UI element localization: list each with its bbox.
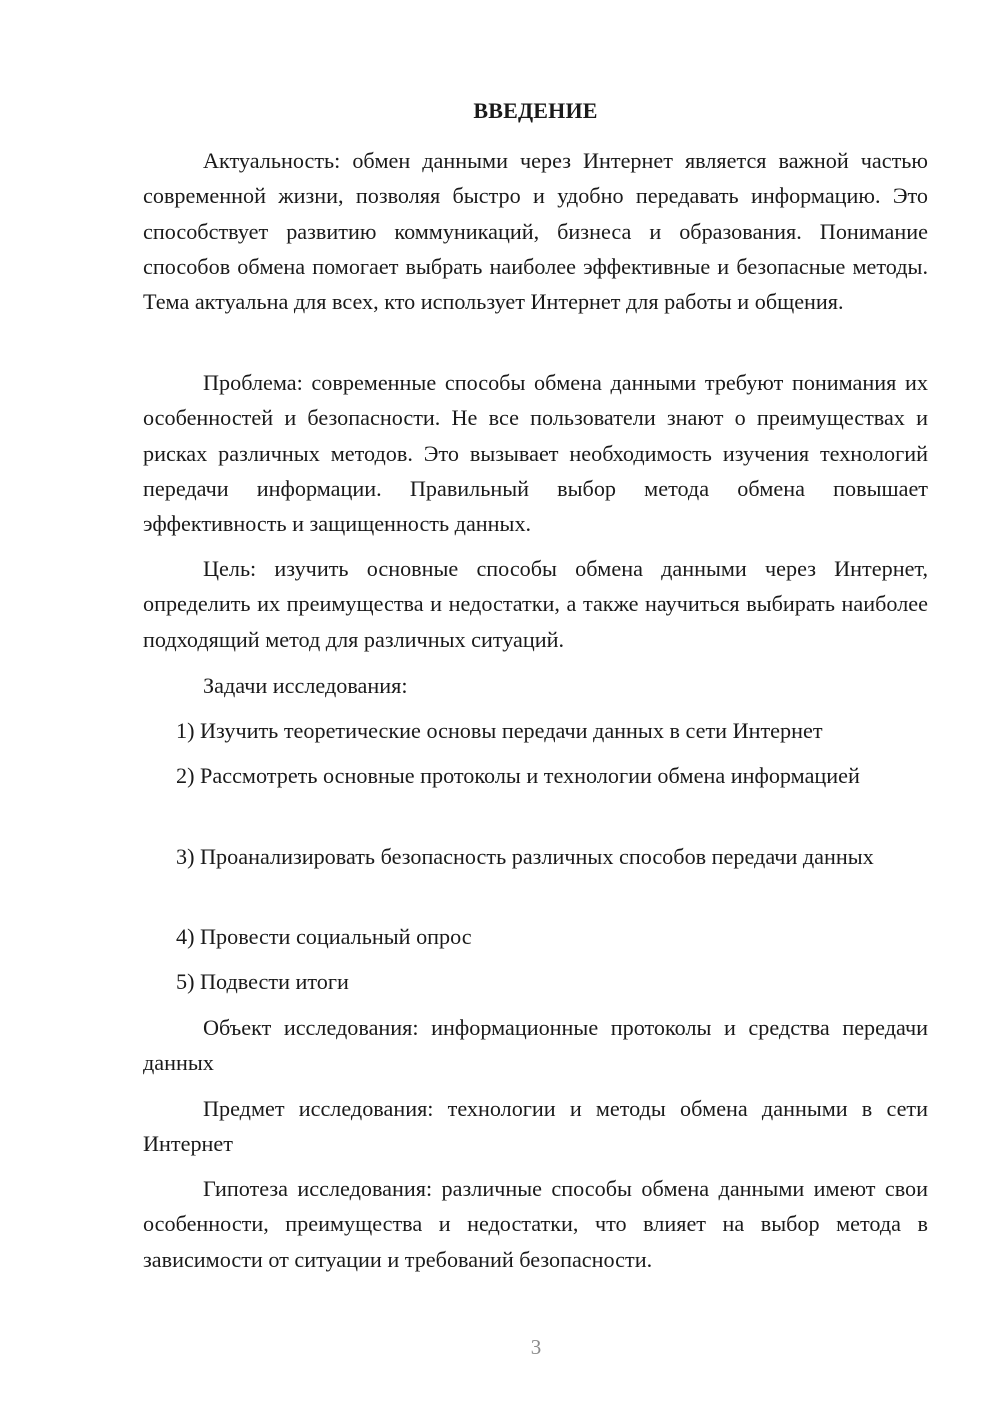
list-item: 3) Проанализировать безопасность различных способов передачи данных <box>176 844 874 869</box>
paragraph-goal: Цель: изучить основные способы обмена данными через Интернет, определить их преимущества и недостатки, а также научиться выбирать наиболее подходящий метод для различных ситуаций. <box>143 556 928 652</box>
paragraph-hypothesis: Гипотеза исследования: различные способы обмена данными имеют свои особенности, преимущества и недостатки, что влияет на выбор метода в зависимости от ситуации и требований безопасности. <box>143 1176 928 1272</box>
page-number: 3 <box>530 1335 542 1359</box>
paragraph-object: Объект исследования: информационные протоколы и средства передачи данных <box>143 1015 928 1076</box>
list-item: 1) Изучить теоретические основы передачи данных в сети Интернет <box>176 718 823 743</box>
list-item: 4) Провести социальный опрос <box>176 924 472 949</box>
tasks-heading: Задачи исследования: <box>203 673 408 698</box>
paragraph-problem: Проблема: современные способы обмена данными требуют понимания их особенностей и безопасности. Не все пользователи знают о преимуществах и рисках различных методов. Это вызывает необходимость изучения технологий передачи информации. Правильный выбор метода обмена повышает эффективность и защищенность данных. <box>143 370 928 537</box>
list-item: 2) Рассмотреть основные протоколы и технологии обмена информацией <box>176 763 860 788</box>
page-title: ВВЕДЕНИЕ <box>473 98 598 123</box>
paragraph-relevance: Актуальность: обмен данными через Интернет является важной частью современной жизни, позволяя быстро и удобно передавать информацию. Это способствует развитию коммуникаций, бизнеса и образования. Понимание способов обмена помогает выбрать наиболее эффективные и безопасные методы. Тема актуальна для всех, кто использует Интернет для работы и общения. <box>143 148 928 315</box>
paragraph-subject: Предмет исследования: технологии и методы обмена данными в сети Интернет <box>143 1096 928 1157</box>
list-item: 5) Подвести итоги <box>176 969 349 994</box>
